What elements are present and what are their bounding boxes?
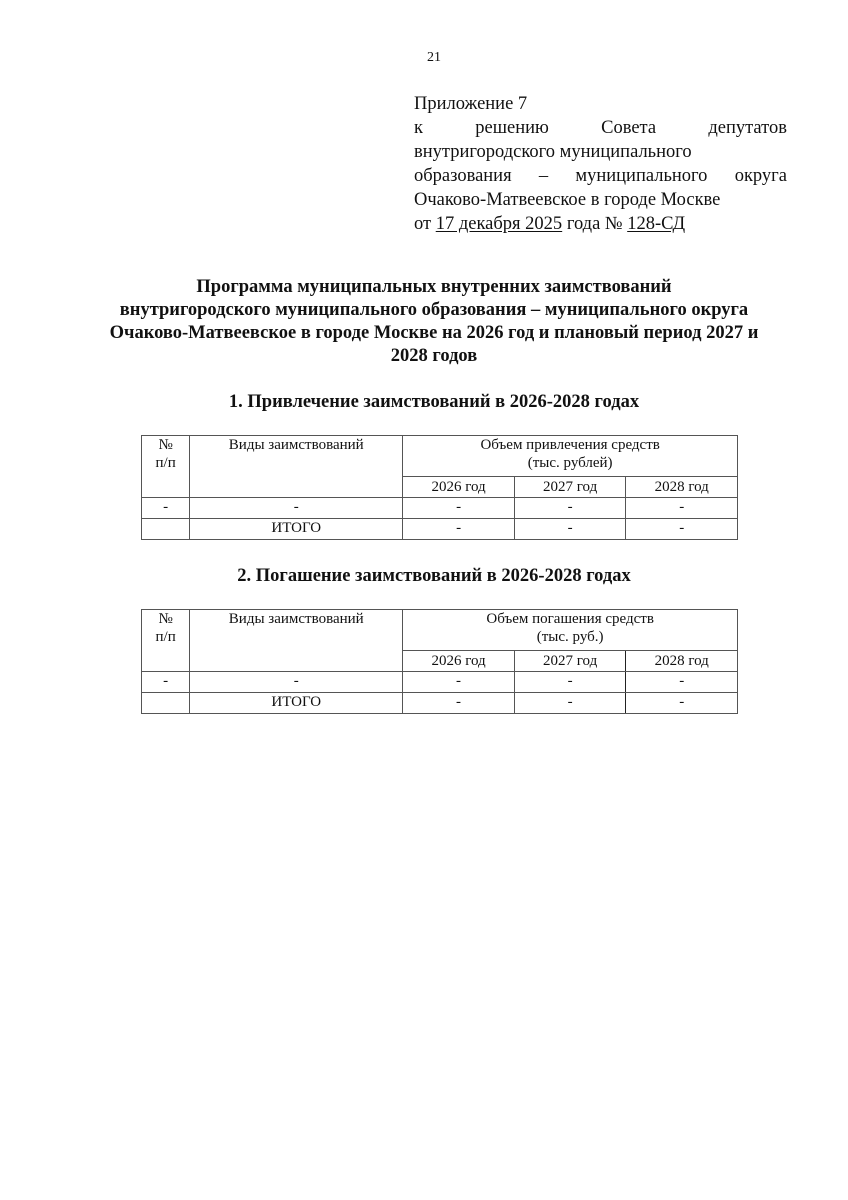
- cell-value: -: [626, 519, 738, 540]
- title-line-1: Программа муниципальных внутренних заимствований: [196, 277, 672, 297]
- page-number: 21: [427, 50, 441, 65]
- header-year: 2028 год: [626, 477, 738, 498]
- title-line-3: Очаково-Матвеевское в городе Москве на 2026 год и плановый период 2027 и: [109, 323, 759, 343]
- cell-type: -: [190, 498, 403, 519]
- cell-value: -: [403, 693, 515, 714]
- decision-number: 128-СД: [627, 214, 686, 234]
- cell-type: -: [190, 672, 403, 693]
- header-year: 2026 год: [403, 477, 515, 498]
- header-volume: Объем погашения средств (тыс. руб.): [403, 610, 738, 651]
- date-mid: года №: [562, 214, 628, 234]
- cell-value: -: [403, 498, 515, 519]
- cell-number: [142, 693, 190, 714]
- decision-date: 17 декабря 2025: [435, 214, 563, 234]
- cell-value: -: [403, 672, 515, 693]
- header-year: 2026 год: [403, 651, 515, 672]
- appendix-decision-line: к решению Совета депутатов: [414, 118, 787, 138]
- appendix-line-4: образования – муниципального округа: [414, 166, 787, 186]
- borrowing-table: [141, 435, 738, 540]
- header-year: 2028 год: [626, 651, 738, 672]
- table-row-total: [142, 693, 738, 714]
- cell-value: -: [514, 672, 626, 693]
- title-line-4: 2028 годов: [390, 346, 478, 366]
- header-number: № п/п: [142, 610, 190, 672]
- section-heading-borrowing: 1. Привлечение заимствований в 2026-2028 годах: [228, 392, 640, 412]
- section-heading-repayment: 2. Погашение заимствований в 2026-2028 годах: [237, 566, 631, 586]
- date-prefix: от: [414, 214, 436, 234]
- appendix-header: [414, 92, 787, 236]
- header-volume: Объем привлечения средств (тыс. рублей): [403, 436, 738, 477]
- appendix-line-5: Очаково-Матвеевское в городе Москве: [414, 190, 721, 210]
- cell-value: -: [626, 498, 738, 519]
- table-row-total: [142, 519, 738, 540]
- header-borrowing-type: Виды заимствований: [190, 610, 403, 672]
- document-title: [70, 276, 798, 368]
- title-line-2: внутригородского муниципального образования – муниципального округа: [119, 300, 749, 320]
- cell-type: ИТОГО: [190, 519, 403, 540]
- table-row: [142, 672, 738, 693]
- cell-value: -: [514, 519, 626, 540]
- cell-value: -: [514, 693, 626, 714]
- header-year: 2027 год: [514, 651, 626, 672]
- repayment-table: [141, 609, 738, 714]
- cell-type: ИТОГО: [190, 693, 403, 714]
- cell-number: -: [142, 498, 190, 519]
- appendix-line-3: внутригородского муниципального: [414, 142, 692, 162]
- cell-value: -: [514, 498, 626, 519]
- cell-value: -: [403, 519, 515, 540]
- header-year: 2027 год: [514, 477, 626, 498]
- cell-number: -: [142, 672, 190, 693]
- appendix-title: Приложение 7: [414, 94, 528, 114]
- cell-value: -: [626, 693, 738, 714]
- table-row: [142, 498, 738, 519]
- cell-number: [142, 519, 190, 540]
- header-borrowing-type: Виды заимствований: [190, 436, 403, 498]
- cell-value: -: [626, 672, 738, 693]
- header-number: № п/п: [142, 436, 190, 498]
- appendix-date-line: [414, 212, 787, 236]
